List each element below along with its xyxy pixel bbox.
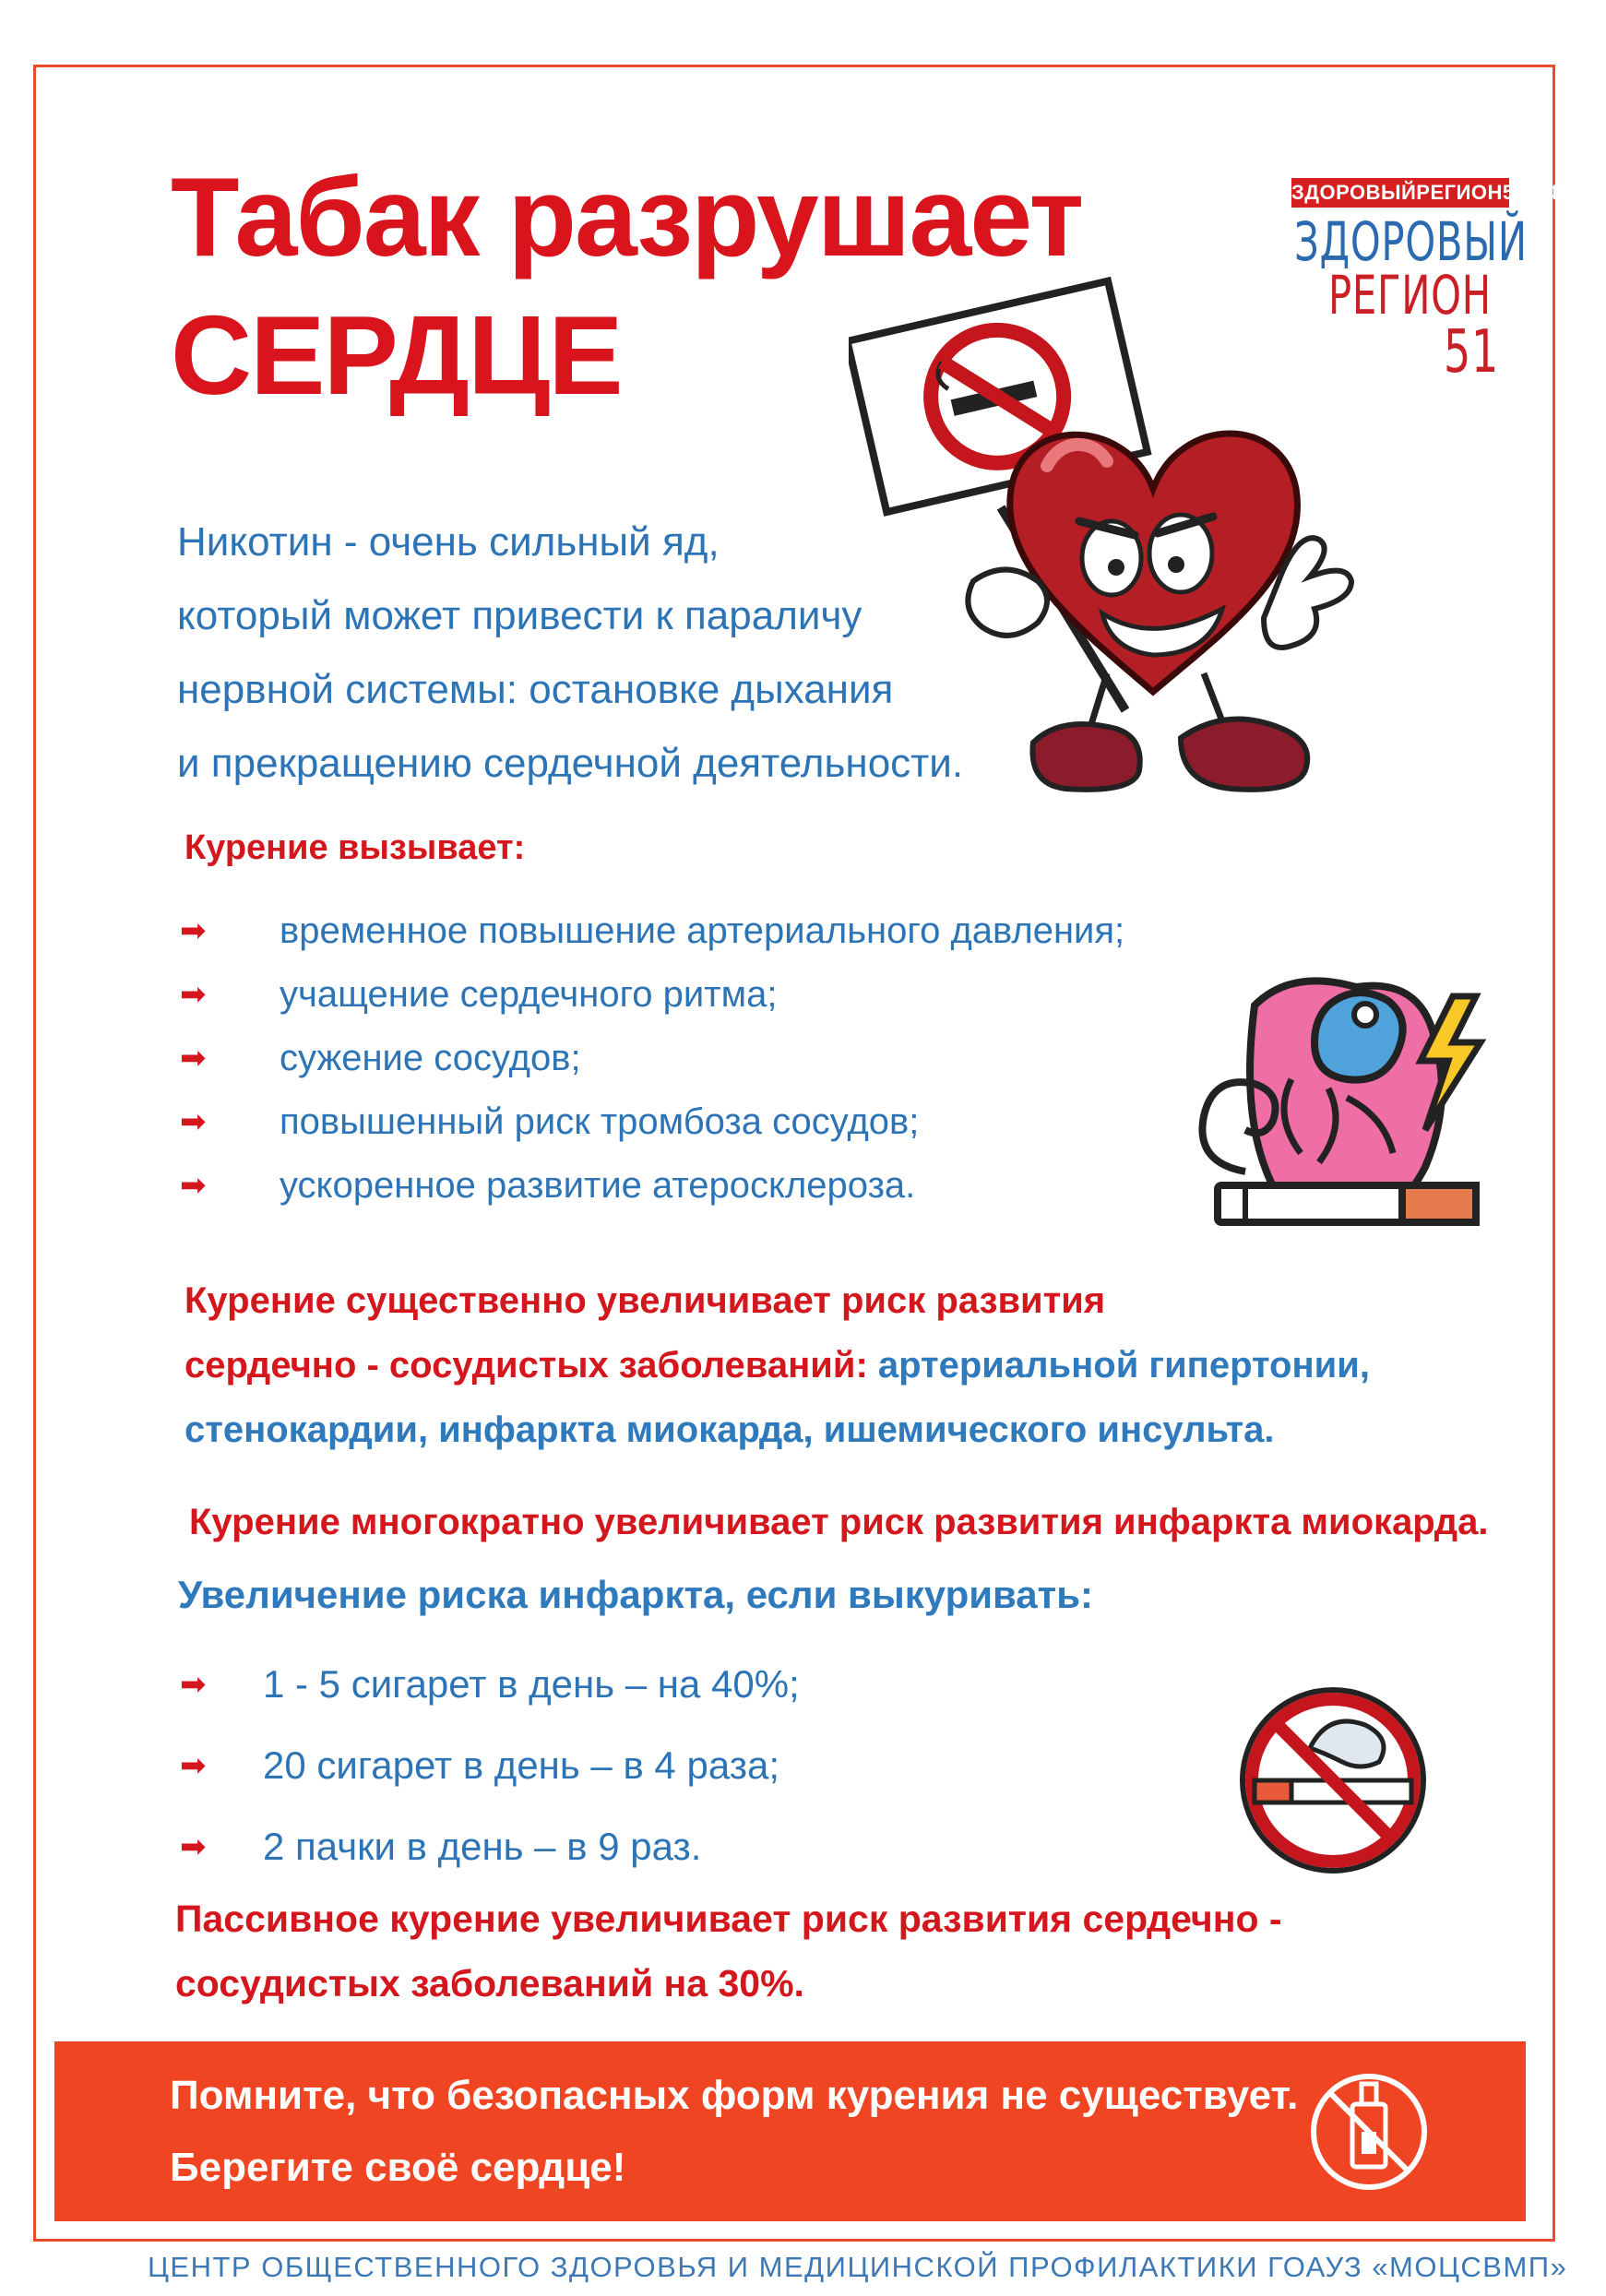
intro-text (177, 506, 963, 801)
risk-line-1: Курение существенно увеличивает риск развития (184, 1280, 1106, 1321)
passive-line-1: Пассивное курение увеличивает риск развития сердечно - (175, 1897, 1282, 1940)
banner-line-2: Берегите своё сердце! (170, 2145, 626, 2190)
bottom-banner (54, 2041, 1526, 2221)
list-item: ➡ 2 пачки в день – в 9 раз. (180, 1806, 800, 1887)
list-item: ➡ учащение сердечного ритма; (180, 963, 1124, 1027)
footer-organization: ЦЕНТР ОБЩЕСТВЕННОГО ЗДОРОВЬЯ И МЕДИЦИНСКОЙ ПРОФИЛАКТИКИ ГОАУЗ «МОЦСВМП» (148, 2251, 1568, 2283)
logo-number: 51 (1444, 318, 1500, 387)
arrow-right-icon: ➡ (180, 977, 207, 1012)
risk-line-3: стенокардии, инфаркта миокарда, ишемического инсульта. (184, 1410, 1275, 1450)
list-item: ➡ 20 сигарет в день – в 4 раза; (180, 1725, 800, 1806)
no-smoking-icon (1222, 1670, 1444, 1891)
logo-url: ЗДОРОВЫЙРЕГИОН51.РФ (1291, 178, 1509, 208)
intro-line: который может привести к параличу (177, 593, 862, 638)
arrow-right-icon: ➡ (180, 1168, 207, 1203)
intro-line: нервной системы: остановке дыхания (177, 667, 894, 712)
arrow-right-icon: ➡ (180, 1041, 207, 1076)
banner-text (170, 2060, 1298, 2204)
list-item: ➡ сужение сосудов; (180, 1027, 1124, 1090)
arrow-right-icon: ➡ (180, 913, 207, 948)
arrow-right-icon: ➡ (180, 1748, 207, 1783)
effects-heading: Курение вызывает: (184, 828, 526, 867)
banner-line-1: Помните, что безопасных форм курения не существует. (170, 2073, 1299, 2118)
intro-line: и прекращению сердечной деятельности. (177, 741, 964, 786)
risk-paragraph (184, 1268, 1370, 1462)
infarct-list (180, 1644, 800, 1887)
title-line-1: Табак разрушает (171, 154, 1083, 280)
logo-word-1: ЗДОРОВЫЙ (1294, 210, 1528, 273)
infarct-heading: Увеличение риска инфаркта, если выкуривать: (178, 1573, 1094, 1616)
arrow-right-icon: ➡ (180, 1667, 207, 1702)
passive-paragraph (175, 1886, 1282, 2016)
list-item: ➡ повышенный риск тромбоза сосудов; (180, 1090, 1124, 1154)
list-item: ➡ временное повышение артериального давления; (180, 899, 1124, 963)
risk-diseases: артериальной гипертонии, (877, 1345, 1370, 1386)
passive-line-2: сосудистых заболеваний на 30%. (175, 1962, 804, 2005)
infarct-statement: Курение многократно увеличивает риск развития инфаркта миокарда. (189, 1502, 1489, 1542)
arrow-right-icon: ➡ (180, 1104, 207, 1139)
intro-line: Никотин - очень сильный яд, (177, 519, 720, 565)
risk-line-2: сердечно - сосудистых заболеваний: артериальной гипертонии, (184, 1345, 1370, 1386)
heart-cigarette-icon (1190, 950, 1504, 1264)
effects-list (180, 899, 1124, 1218)
logo-word-2: РЕГИОН (1328, 264, 1492, 327)
list-item: ➡ 1 - 5 сигарет в день – на 40%; (180, 1644, 800, 1725)
title-line-2: СЕРДЦЕ (171, 292, 622, 418)
no-vaping-icon (1304, 2067, 1434, 2196)
list-item: ➡ ускоренное развитие атеросклероза. (180, 1154, 1124, 1218)
arrow-right-icon: ➡ (180, 1829, 207, 1864)
